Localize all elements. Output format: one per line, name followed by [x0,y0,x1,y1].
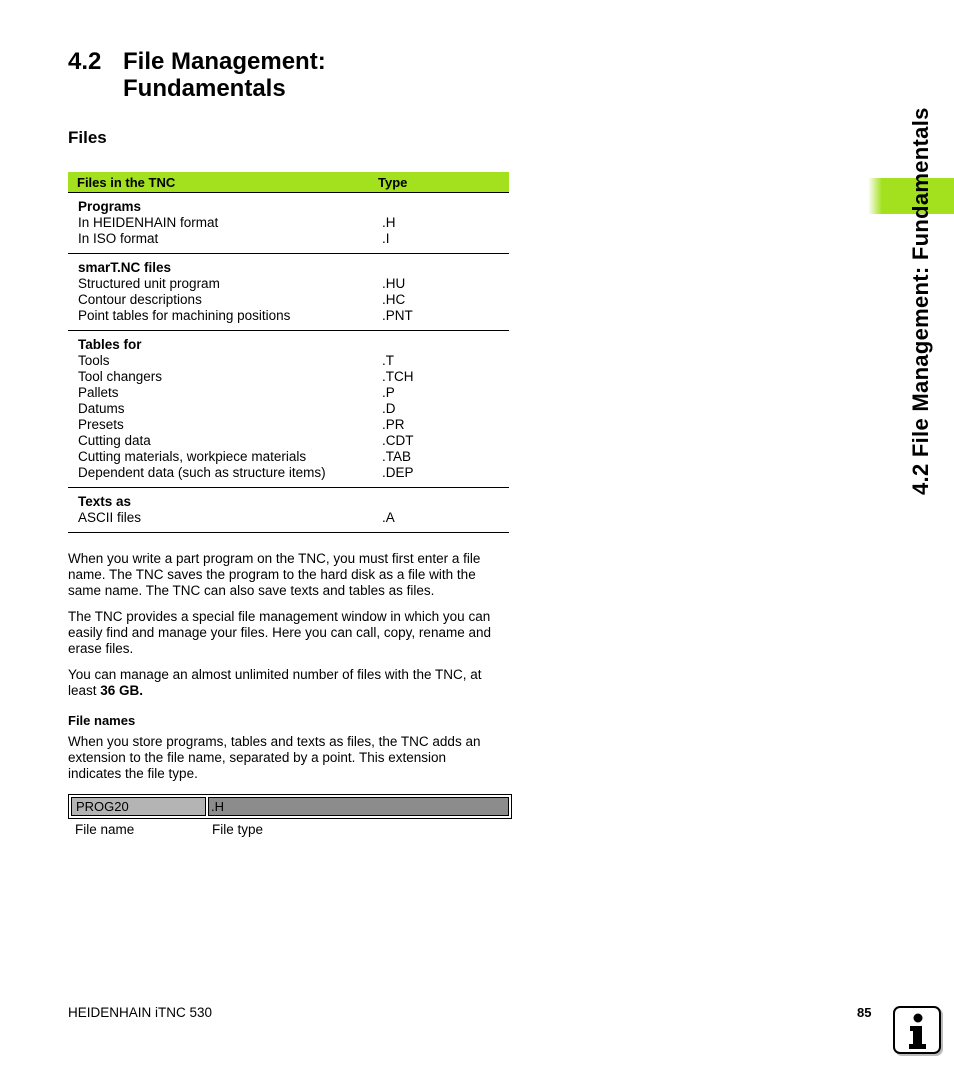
file-description: Point tables for machining positions [78,308,291,323]
table-group [68,331,509,488]
section-title [68,48,326,102]
caption-file-name: File name [75,822,135,837]
column-header-type: Type [372,172,509,193]
example-file-extension: .H [208,797,509,816]
file-extension: .TCH [382,369,414,384]
section-title-line2: Fundamentals [123,75,286,102]
file-description: Tools [78,353,110,368]
table-group [68,488,509,533]
file-extension: .CDT [382,433,414,448]
capacity-value: 36 GB. [100,683,144,698]
side-chapter-title: 4.2 File Management: Fundamentals [908,107,933,495]
section-title-line1: File Management: [123,48,326,75]
group-heading: Texts as [78,494,132,509]
group-heading: Programs [78,199,142,214]
files-heading: Files [68,128,107,147]
page-number: 85 [857,1005,872,1020]
file-names-heading: File names [68,713,136,728]
paragraph-intro: When you write a part program on the TNC, you must first enter a file name. The TNC saves the program to the hard disk as a file with the same name. The TNC can also save texts and tables as files. [68,551,481,598]
paragraph-extension: When you store programs, tables and texts as files, the TNC adds an extension to the file name, separated by a point. This extension indicates the file type. [68,734,481,781]
caption-file-type: File type [212,822,264,837]
file-description: In ISO format [78,231,159,246]
paragraph-capacity: You can manage an almost unlimited number of files with the TNC, at least 36 GB. [68,667,482,698]
info-icon [893,1006,941,1054]
file-extension: .DEP [382,465,414,480]
file-description: Cutting materials, workpiece materials [78,449,307,464]
file-description: Presets [78,417,124,432]
file-extension: .HC [382,292,406,307]
file-description: Cutting data [78,433,151,448]
footer-product: HEIDENHAIN iTNC 530 [68,1005,213,1020]
file-extension: .PNT [382,308,413,323]
file-extension: .I [382,231,390,246]
filename-example [68,794,512,819]
file-description: Pallets [78,385,119,400]
file-extension: .D [382,401,396,416]
file-types-table [68,172,509,533]
example-file-name: PROG20 [71,797,206,816]
file-extension: .P [382,385,395,400]
file-description: Contour descriptions [78,292,202,307]
column-header-files: Files in the TNC [68,172,372,193]
file-extension: .H [382,215,396,230]
file-description: ASCII files [78,510,142,525]
section-number: 4.2 [68,48,102,75]
file-description: Tool changers [78,369,163,384]
file-description: Dependent data (such as structure items) [78,465,326,480]
file-extension: .T [382,353,394,368]
group-heading: smarT.NC files [78,260,172,275]
table-group [68,254,509,331]
table-group [68,193,509,254]
file-description: Datums [78,401,125,416]
file-extension: .TAB [382,449,412,464]
paragraph-file-management: The TNC provides a special file management window in which you can easily find and manage your files. Here you can call, copy, rename and erase files. [68,609,491,656]
file-extension: .A [382,510,395,525]
group-heading: Tables for [78,337,142,352]
file-extension: .HU [382,276,406,291]
file-extension: .PR [382,417,405,432]
file-description: In HEIDENHAIN format [78,215,219,230]
file-description: Structured unit program [78,276,220,291]
